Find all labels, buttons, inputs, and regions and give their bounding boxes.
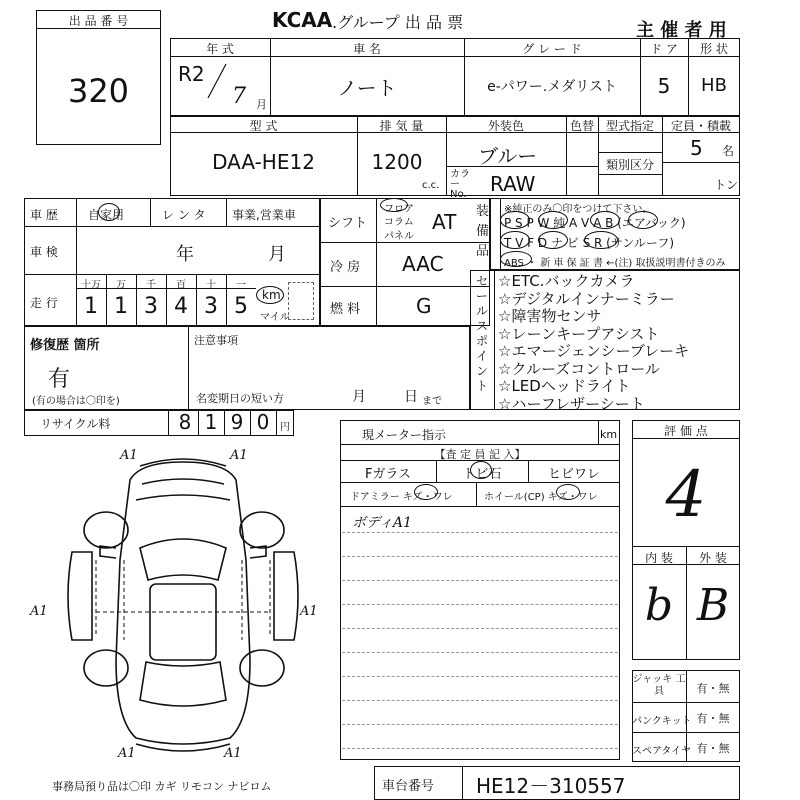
lot-number: 320 [67, 72, 130, 110]
recycle-digit: 9 [230, 410, 244, 434]
capacity-value: 5 [690, 136, 703, 160]
class-category-label: 類別区分 [605, 158, 654, 172]
record-label: 【査 定 員 記 入】 [434, 448, 526, 461]
capacity-label: 定員・積載 [670, 119, 731, 133]
office-items: 事務局預り品は〇印 カギ リモコン ナビロム [52, 780, 272, 793]
mileage-digit: 1 [114, 294, 128, 319]
shift-label: シフト [328, 216, 368, 231]
meter-unit: km [600, 428, 618, 441]
shift-value: AT [432, 210, 457, 234]
shape-value: HB [701, 75, 727, 96]
chassis-number: HE12－310557 [476, 774, 626, 798]
sales-point: ☆デジタルインナーミラー [498, 289, 675, 308]
damage-mark: A1 [120, 448, 138, 463]
score-label: 評 価 点 [664, 424, 708, 438]
short-day: 日 [404, 389, 418, 405]
shift-floor: フロア [384, 204, 414, 215]
color-code-value: RAW [490, 172, 536, 196]
displacement-label: 排 気 量 [379, 119, 424, 133]
header-title: .グループ 出 品 票 [332, 13, 464, 32]
abs-circle [500, 251, 532, 267]
sales-point: ☆ETC.バックカメラ [498, 272, 635, 290]
mileage-unit-label: 万 [116, 280, 126, 291]
av-circle [590, 211, 620, 229]
damage-mark: A1 [118, 746, 136, 761]
mileage-unit-label: 十万 [81, 280, 101, 291]
recycle-label: リサイクル料 [40, 417, 111, 431]
sales-point: ☆クルーズコントロール [498, 359, 660, 378]
recycle-unit: 円 [280, 422, 290, 433]
equipment-line3: ABS ・ 新 車 保 証 書 ←(注) 取扱説明書付きのみ [504, 258, 726, 269]
type-value: DAA-HE12 [212, 150, 315, 174]
km-circle [256, 286, 284, 304]
sales-point: ☆レーンキープアシスト [498, 324, 660, 343]
interior-label: 内 装 [645, 551, 673, 565]
repair-label: 修復歴 箇所 [30, 338, 100, 353]
ton-unit: トン [714, 178, 739, 192]
recycle-digit: 1 [204, 410, 218, 434]
equipment-line1: P S P W 純 A V A B (エアバック) [504, 216, 686, 230]
fuel-label: 燃 料 [330, 302, 361, 317]
mileage-digit: 5 [234, 294, 248, 319]
history-private: 自家用 [88, 208, 125, 222]
doors-value: 5 [657, 74, 671, 98]
short-term-label: 名変期日の短い方 [196, 392, 284, 405]
mileage-unit-label: 一 [236, 280, 246, 291]
exterior-value: B [696, 580, 730, 631]
short-made: まで [422, 396, 442, 407]
sales-point: ☆エマージェンシーブレーキ [498, 342, 690, 360]
doors-label: ド ア [650, 42, 678, 56]
ac-label: 冷 房 [330, 260, 361, 275]
navi-circle [584, 231, 618, 249]
capacity-unit: 名 [722, 144, 735, 158]
crack-label: ヒビワレ [547, 467, 600, 482]
era: R2 [178, 62, 205, 86]
type-designation-label: 型式指定 [605, 119, 654, 133]
organizer-label: 主 催 者 用 [636, 20, 727, 41]
door-mirror-label: ドアミラー キズ・ワレ [350, 492, 453, 503]
type-label: 型 式 [249, 119, 278, 133]
recycle-digit: 0 [256, 410, 270, 434]
header-logo: KCAA [272, 8, 333, 32]
model-name: ノート [337, 76, 397, 100]
inspection-year: 年 [176, 244, 194, 265]
spare-label: スペアタイヤ [632, 746, 692, 757]
wheel-scratch-circle [556, 484, 580, 500]
shift-panel: パネル [384, 231, 414, 242]
damage-mark: A1 [230, 448, 248, 463]
year-label: 年 式 [206, 42, 234, 56]
cc-unit: c.c. [422, 180, 440, 191]
puncture-yesno: 有・無 [696, 712, 730, 725]
glass-label: Fガラス [364, 467, 412, 482]
short-month: 月 [352, 389, 366, 405]
sales-point: ☆LEDヘッドライト [498, 377, 631, 395]
grade-label: グ レ ー ド [522, 42, 582, 56]
caution-label: 注意事項 [194, 334, 238, 347]
mileage-digit: 4 [174, 294, 188, 319]
chassis-label: 車台番号 [382, 779, 435, 794]
color-value: ブルー [478, 144, 538, 168]
mileage-digit: 3 [144, 294, 158, 319]
mileage-unit-label: 十 [206, 280, 216, 291]
model-label: 車 名 [353, 42, 381, 56]
shape-label: 形 状 [700, 42, 728, 56]
equipment-line2: T V F D ナ ビ S R (サンルーフ) [504, 236, 675, 250]
shift-column: コラム [384, 217, 414, 228]
equipment-label: 装 備 品 [476, 204, 490, 259]
history-business: 事業,営業車 [232, 208, 296, 222]
equipment-note: ※純正のみ〇印をつけて下さい。 [504, 204, 653, 215]
sales-label: セールスポイント [476, 274, 489, 393]
inspection-label: 車 検 [30, 245, 58, 259]
damage-mark: A1 [300, 604, 318, 619]
km-unit: km [262, 288, 281, 302]
grade-value: e-パワー.メダリスト [487, 79, 617, 95]
mileage-digit: 1 [84, 294, 98, 319]
score-value: 4 [665, 458, 707, 532]
exterior-label: 外 装 [699, 551, 727, 565]
pw-circle [538, 211, 568, 229]
chip-label: トビ石 [462, 467, 502, 482]
damage-mark: A1 [30, 604, 48, 619]
damage-mark: A1 [224, 746, 242, 761]
interior-value: b [644, 580, 674, 631]
repair-note: (有の場合は〇印を) [32, 396, 120, 407]
mileage-digit: 3 [204, 294, 218, 319]
mileage-unit-label: 千 [146, 280, 156, 291]
fuel-value: G [416, 294, 432, 318]
jack-label: ジャッキ 工 具 [632, 674, 686, 697]
history-private-circle [98, 203, 120, 221]
history-label: 車 歴 [30, 208, 58, 222]
displacement-value: 1200 [371, 150, 423, 174]
sales-point: ☆ハーフレザーシート [498, 394, 645, 413]
color-code-label: カラー No. [450, 169, 470, 200]
sales-point: ☆障害物センサ [498, 307, 602, 325]
color-change-label: 色替 [569, 119, 594, 133]
repair-value: 有 [48, 367, 71, 392]
recycle-digit: 8 [178, 410, 192, 434]
puncture-label: パンクキット [632, 716, 692, 727]
jack-yesno: 有・無 [696, 682, 730, 695]
wheel-label: ホイール(CP) キズ・ワレ [484, 492, 598, 503]
mileage-label: 走 行 [30, 296, 58, 310]
tv-circle [500, 231, 530, 249]
inspection-month: 月 [268, 244, 286, 265]
color-label: 外装色 [487, 119, 524, 133]
mirror-scratch-circle [414, 484, 438, 500]
ac-value: AAC [402, 252, 444, 276]
fd-circle [538, 231, 568, 249]
spare-yesno: 有・無 [696, 742, 730, 755]
mileage-unit-label: 百 [176, 280, 186, 291]
month-unit: 月 [256, 98, 267, 111]
meter-label: 現メーター指示 [362, 428, 447, 442]
ab-circle [628, 211, 658, 229]
inspector-note: ボディA1 [352, 515, 412, 531]
ps-circle [500, 211, 530, 229]
history-rental: レ ン タ [162, 208, 206, 222]
chip-circle [470, 461, 492, 479]
lot-label: 出 品 番 号 [68, 14, 129, 28]
month-value: 7 [232, 84, 246, 109]
mile-unit: マイル [260, 312, 290, 323]
shift-floor-circle [380, 198, 408, 212]
